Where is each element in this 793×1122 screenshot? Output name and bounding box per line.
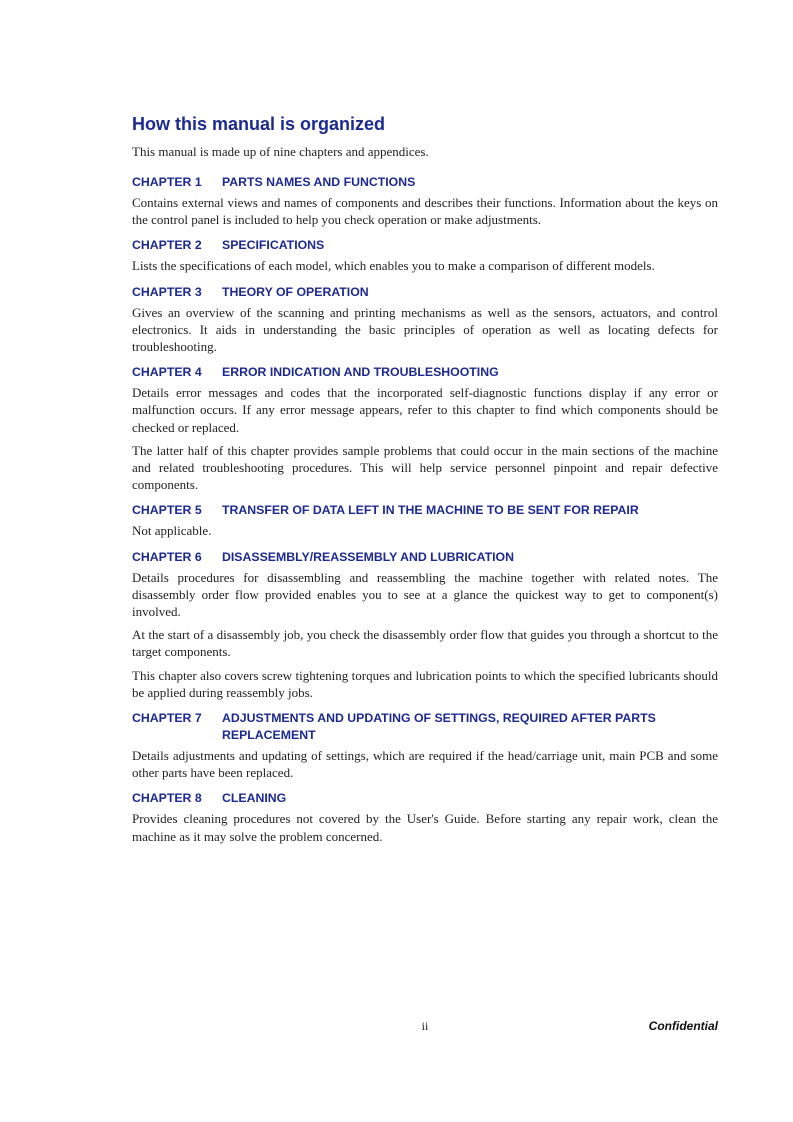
chapter-section [132,237,718,274]
chapter-number: CHAPTER 3 [132,284,202,299]
chapter-heading [132,710,718,744]
chapter-section [132,284,718,356]
chapter-title: DISASSEMBLY/REASSEMBLY AND LUBRICATION [222,549,514,564]
chapter-section [132,364,718,493]
chapter-title: PARTS NAMES AND FUNCTIONS [222,175,416,189]
chapter-section [132,790,718,844]
chapter-section [132,710,718,781]
chapter-description: Lists the specifications of each model, which enables you to make a comparison of different models. [132,258,655,274]
chapter-heading [132,237,718,254]
chapter-heading [132,364,718,381]
chapter-description: Not applicable. [132,523,212,539]
chapter-title: ADJUSTMENTS AND UPDATING OF SETTINGS, REQUIRED AFTER PARTS REPLACEMENT [222,711,656,743]
chapter-description: The latter half of this chapter provides sample problems that could occur in the main sections of the machine and related troubleshooting procedures. This will help service personnel pinpoint and repair defective components. [132,442,718,493]
chapter-title: ERROR INDICATION AND TROUBLESHOOTING [222,365,499,380]
chapter-heading [132,502,718,519]
chapter-section [132,549,718,701]
chapter-number: CHAPTER 5 [132,503,202,518]
chapter-section [132,174,718,228]
chapter-description: Details error messages and codes that the incorporated self-diagnostic functions display if any error or malfunction occurs. If any error message appears, refer to this chapter to find which components should be checked or replaced. [132,385,718,435]
chapter-heading [132,174,718,191]
chapter-section [132,502,718,539]
page-number: ii [421,1019,429,1033]
chapter-number: CHAPTER 2 [132,238,202,253]
chapter-heading [132,284,718,301]
page-footer [132,1019,718,1035]
page-title: How this manual is organized [132,114,386,134]
chapter-title: TRANSFER OF DATA LEFT IN THE MACHINE TO BE SENT FOR REPAIR [222,503,639,518]
chapter-description: Provides cleaning procedures not covered by the User's Guide. Before starting any repair work, clean the machine as it may solve the problem concerned. [132,811,718,844]
intro-text: This manual is made up of nine chapters and appendices. [132,144,429,159]
chapter-heading [132,790,718,807]
chapter-number: CHAPTER 4 [132,365,202,380]
chapter-description: Details procedures for disassembling and reassembling the machine together with related notes. The disassembly order flow provided enables you to see at a glance the quickest way to get to component(s) involved. [132,569,718,620]
chapter-heading [132,549,718,566]
chapter-description: This chapter also covers screw tightening torques and lubrication points to which the specified lubricants should be applied during reassembly jobs. [132,667,718,700]
chapter-number: CHAPTER 7 [132,711,202,726]
chapter-number: CHAPTER 6 [132,549,202,564]
chapter-description: Details adjustments and updating of settings, which are required if the head/carriage unit, main PCB and some other parts have been replaced. [132,748,718,781]
chapter-number: CHAPTER 1 [132,175,202,189]
confidential-label: Confidential [648,1019,718,1033]
chapter-number: CHAPTER 8 [132,791,202,806]
document-page [132,113,718,854]
chapter-title: SPECIFICATIONS [222,238,325,253]
chapter-title: THEORY OF OPERATION [222,284,369,299]
chapter-description: Gives an overview of the scanning and printing mechanisms as well as the sensors, actuators, and control electronics. It aids in understanding the basic principles of operation as well as locating defects for troubleshooting. [132,304,718,355]
chapter-title: CLEANING [222,791,287,806]
chapter-description: Contains external views and names of components and describes their functions. Information about the keys on the control panel is included to help you check operation or make adjustments. [132,195,718,228]
chapter-description: At the start of a disassembly job, you check the disassembly order flow that guides you through a shortcut to the target components. [132,627,718,660]
